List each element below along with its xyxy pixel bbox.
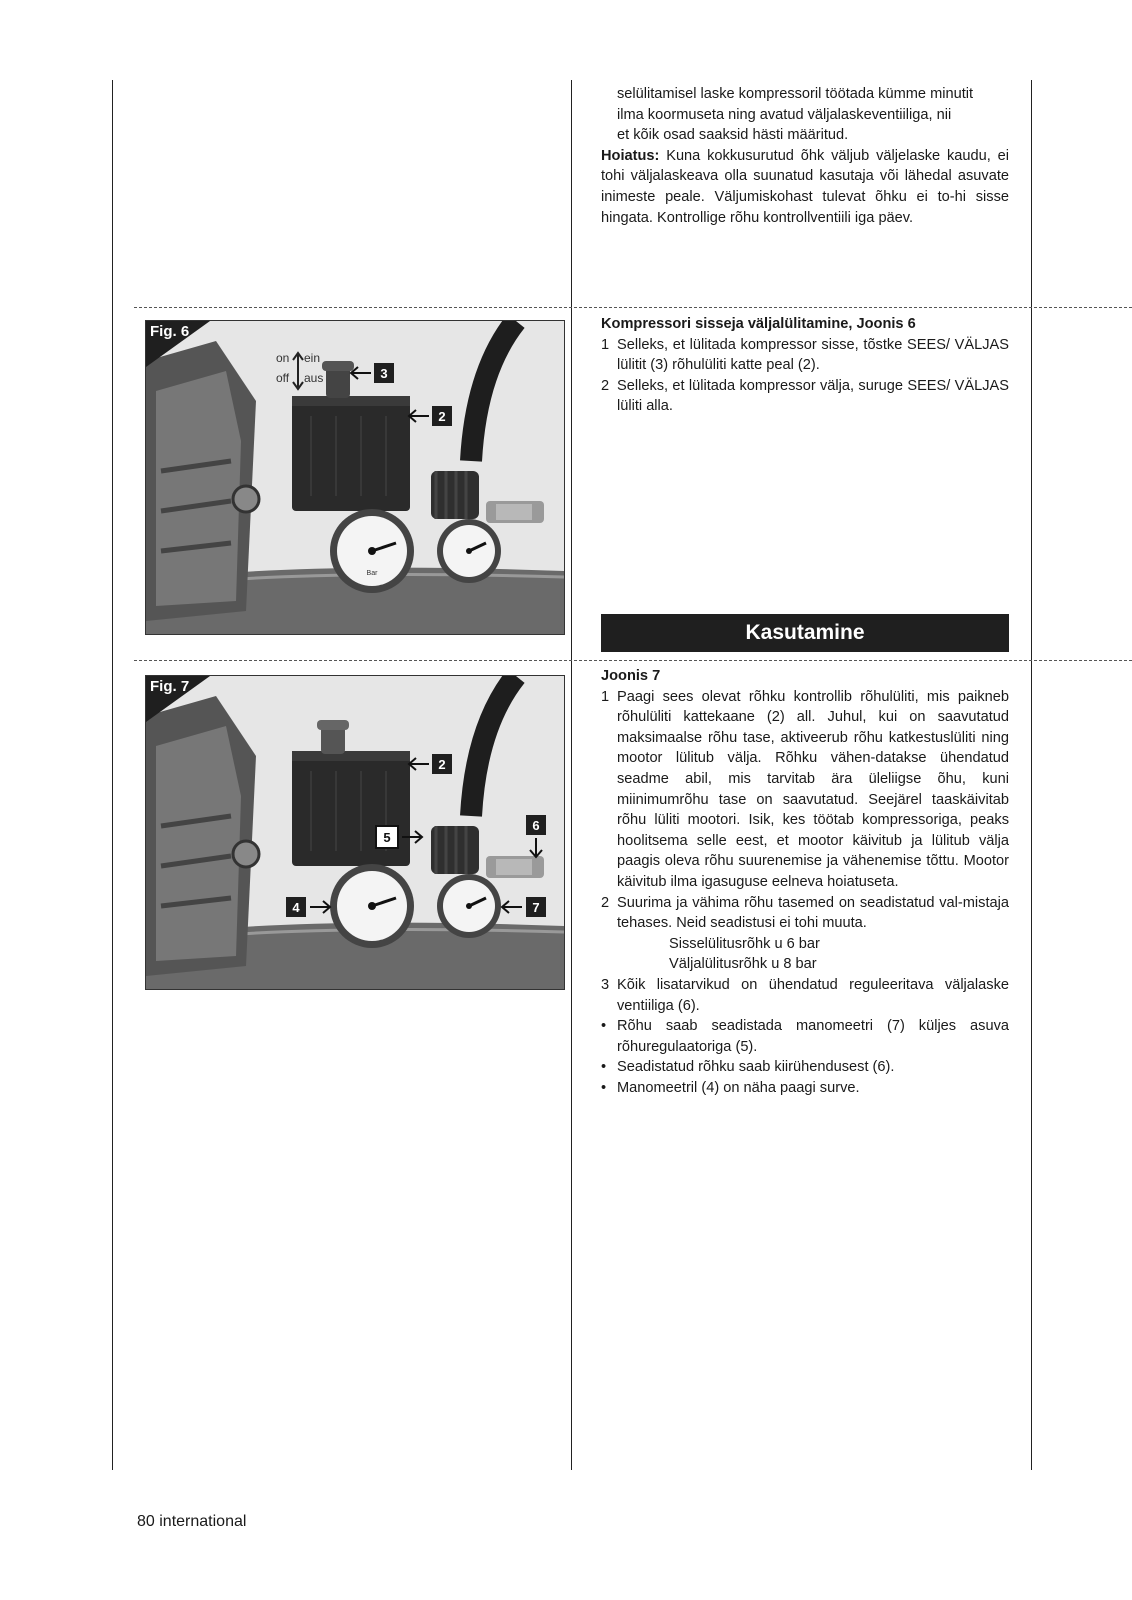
intro-line: ilma koormuseta ning avatud väljalaskeventiiliga, nii: [617, 106, 952, 123]
figure-tag: Fig. 7: [150, 678, 190, 695]
list-item: [601, 687, 1009, 893]
item-text: Suurima ja vähima rõhu tasemed on seadistatud val-mistaja tehases. Neid seadistusi ei tohi muuta.: [617, 894, 1009, 932]
item-text: Selleks, et lülitada kompressor välja, suruge SEES/ VÄLJAS lüliti alla.: [617, 377, 1009, 415]
bullet-mark: •: [601, 1079, 607, 1096]
switch-section: [601, 314, 1009, 417]
off-label: off: [276, 371, 290, 385]
usage-section: [601, 666, 1009, 1098]
gauge-unit-label: Bar: [366, 570, 378, 577]
callout-2: 2: [438, 757, 446, 772]
bullet-item: [601, 1078, 1009, 1099]
center-column-rule: [571, 80, 572, 1470]
bullet-item: [601, 1016, 1009, 1057]
right-column-rule: [1031, 80, 1032, 1470]
bullet-text: Manomeetril (4) on näha paagi surve.: [617, 1079, 860, 1096]
callout-3: 3: [380, 366, 388, 381]
pressure-off-line: Väljalülitusrõhk u 8 bar: [669, 956, 817, 973]
list-item: [601, 893, 1009, 934]
section-divider-1: [134, 307, 1132, 308]
callout-4: 4: [292, 900, 300, 915]
callout-5: 5: [383, 830, 391, 845]
aus-label: aus: [304, 371, 324, 385]
callout-7: 7: [532, 900, 540, 915]
item-number: 2: [601, 377, 610, 394]
list-item: [601, 975, 1009, 1016]
bullet-item: [601, 1057, 1009, 1078]
intro-text-block: [601, 84, 1009, 228]
pressure-on-line: Sisselülitusrõhk u 6 bar: [669, 935, 820, 952]
warning-paragraph: [601, 146, 1009, 228]
item-number: 2: [601, 894, 610, 911]
bullet-text: Seadistatud rõhku saab kiirühendusest (6).: [617, 1059, 895, 1076]
section1-heading: Kompressori sisseja väljalülitamine, Joonis 6: [601, 316, 916, 332]
section2-heading: Joonis 7: [601, 668, 661, 684]
item-number: 3: [601, 976, 610, 993]
item-number: 1: [601, 688, 610, 705]
item-text: Paagi sees olevat rõhku kontrollib rõhulüliti, mis paikneb rõhulüliti kattekaane (2) all. Juhul, kui on saavutatud maksimaalse rõhu tase, aktiveerub rõhu katkestuslüliti ning mootor lülitub välja. Rõhku vähen-datakse ühendatud seadme abil, mis tarvitab ära üleliigse õhu, kuni miinimumrõhu tase on saavutatud. Seejärel taaskäivitab rõhu lüliti mootori. Isik, kes töötab kompressoriga, peaks hoolitsema selle eest, et mootor käivitub ja lülitub välja paagis oleva rõhu suurenemise ja vähenemise tõttu. Mootor käivitub ilma igasuguse eelneva hoiatuseta.: [617, 688, 1009, 890]
on-label: on: [276, 351, 290, 365]
item-text: Selleks, et lülitada kompressor sisse, tõstke SEES/ VÄLJAS lülitit (3) rõhulüliti katte peal (2).: [617, 336, 1009, 374]
section-divider-2: [134, 660, 1132, 661]
warning-text: Kuna kokkusurutud õhk väljub väljelaske kaudu, ei tohi väljalaskeava olla suunatud kasutaja või lähedal asuvate inimeste peale. Väljumiskohast tulevat õhku ei to-hi sisse hingata. Kontrollige rõhu kontrollventiili iga päev.: [601, 147, 1009, 226]
figure-7-photo: [145, 675, 565, 990]
page-footer: 80 international: [137, 1513, 247, 1530]
bullet-mark: •: [601, 1059, 607, 1076]
ein-label: ein: [304, 351, 321, 365]
intro-line: et kõik osad saaksid hästi määritud.: [617, 127, 849, 144]
list-item: [601, 335, 1009, 376]
callout-6: 6: [532, 818, 540, 833]
warning-label: Hoiatus:: [601, 147, 660, 164]
section-banner: Kasutamine: [601, 614, 1009, 652]
list-item: [601, 376, 1009, 417]
figure-tag: Fig. 6: [150, 323, 190, 340]
item-number: 1: [601, 336, 610, 353]
item-text: Kõik lisatarvikud on ühendatud reguleeritava väljalaske ventiiliga (6).: [617, 976, 1009, 1014]
intro-line: selülitamisel laske kompressoril töötada kümme minutit: [617, 86, 974, 102]
left-column-rule: [112, 80, 113, 1470]
bullet-text: Rõhu saab seadistada manomeetri (7) küljes asuva rõhuregulaatoriga (5).: [617, 1018, 1009, 1055]
bullet-mark: •: [601, 1018, 607, 1035]
figure-6-photo: [145, 320, 565, 635]
callout-2: 2: [438, 409, 446, 424]
